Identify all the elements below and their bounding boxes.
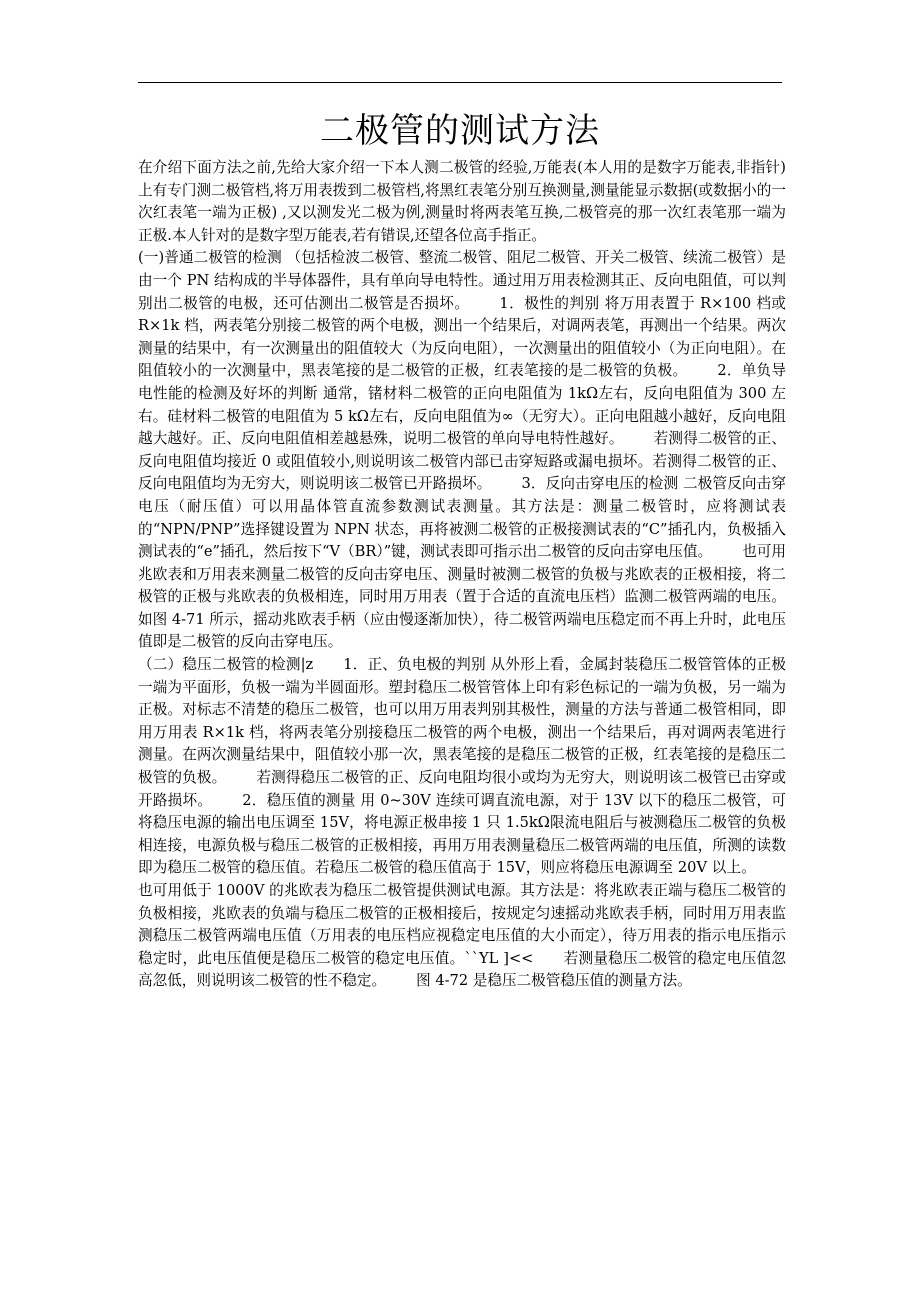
section-2-heading: （二）稳压二极管的检测|z [138,656,314,674]
section-1-polarity: 1．极性的判别 将万用表置于 R×100 档或 R×1k 档，两表笔分别接二极管的两个电极，测出一个结果后，对调两表笔，再测出一个结果。两次测量的结果中，有一次测量出的阻值较大（为反向电阻），一次测量出的阻值较小（为正向电阻）。在阻值较小的一次测量中，黑表笔接的是二极管的正极，红表笔接的是二极管的负极。 [138,294,786,380]
section-1-breakdown: 3．反向击穿电压的检测 二极管反向击穿电压（耐压值）可以用晶体管直流参数测试表测量。其方法是：测量二极管时，应将测试表的“NPN/PNP”选择键设置为 NPN 状态，再将被测二极管的正极接测试表的“C”插孔内，负极插入测试表的“e”插孔，然后按下“V（BR）”键，测试表即可指示出二极管的反向击穿电压值。 [138,475,786,561]
section-1-intro: (一)普通二极管的检测 （包括检波二极管、整流二极管、阻尼二极管、开关二极管、续流二极管）是由一个 PN 结构成的半导体器件，具有单向导电特性。通过用万用表检测其正、反向电阻值，可以判别出二极管的电极，还可估测出二极管是否损坏。 [138,249,786,312]
section-2-figure-ref: 图 4-72 是稳压二极管稳压值的测量方法。 [416,972,692,990]
page-title: 二极管的测试方法 [320,111,600,151]
section-2-voltage: 2．稳压值的测量 用 0~30V 连续可调直流电源，对于 13V 以下的稳压二极管，可将稳压电源的输出电压调至 15V，将电源正极串接 1 只 1.5kΩ限流电阻后与被测稳压二极管的负极相连接，电源负极与稳压二极管的正极相接，再用万用表测量稳压二极管两端的电压值，所测的读数即为稳压二极管的稳压值。若稳压二极管的稳压值高于 15V，则应将稳压电源调至 20V 以上。 [138,791,786,877]
section-1-damage: 若测得二极管的正、反向电阻值均接近 0 或阻值较小,则说明该二极管内部已击穿短路或漏电损坏。若测得二极管的正、反向电阻值均为无穷大，则说明该二极管已开路损坏。 [138,430,786,493]
section-2-unstable: 若测量稳压二极管的稳定电压值忽高忽低，则说明该二极管的性不稳定。 [138,949,786,990]
intro-paragraph [138,157,786,247]
document-body [138,157,786,993]
section-2-megohmmeter: 也可用低于 1000V 的兆欧表为稳压二极管提供测试电源。其方法是：将兆欧表正端与稳压二极管的负极相接，兆欧表的负端与稳压二极管的正极相接后，按规定匀速摇动兆欧表手柄，同时用万用表监测稳压二极管两端电压值（万用表的电压档应视稳定电压值的大小而定），待万用表的指示电压指示稳定时，此电压值便是稳压二极管的稳定电压值。``YL ]<< [138,882,786,967]
section-2-polarity: 1．正、负电极的判别 从外形上看，金属封装稳压二极管管体的正极一端为平面形，负极一端为半圆面形。塑封稳压二极管管体上印有彩色标记的一端为负极，另一端为正极。对标志不清楚的稳压二极管，也可以用万用表判别其极性，测量的方法与普通二极管相同，即用万用表 R×1k 档，将两表笔分别接稳压二极管的两个电极，测出一个结果后，再对调两表笔进行测量。在两次测量结果中，阻值较小那一次，黑表笔接的是稳压二极管的正极，红表笔接的是稳压二极管的负极。 [138,656,787,787]
header-rule [138,82,782,83]
section-1-conductivity: 2．单负导电性能的检测及好坏的判断 通常，锗材料二极管的正向电阻值为 1kΩ左右，反向电阻值为 300 左右。硅材料二极管的电阻值为 5 kΩ左右，反向电阻值为∞（无穷大）。正向电阻越小越好，反向电阻越大越好。正、反向电阻值相差越悬殊，说明二极管的单向导电特性越好。 [138,362,786,448]
section-2-damage: 若测得稳压二极管的正、反向电阻均很小或均为无穷大，则说明该二极管已击穿或开路损坏。 [138,769,786,809]
intro-text: 在介绍下面方法之前,先给大家介绍一下本人测二极管的经验,万能表(本人用的是数字万能表,非指针)上有专门测二极管档,将万用表拨到二极管档,将黑红表笔分别互换测量,测量能显示数据(或数据小的一次红表笔一端为正极) ,又以测发光二极为例,测量时将两表笔互换,二极管亮的那一次红表笔那一端为正极.本人针对的是数字型万能表,若有错误,还望各位高手指正。 [138,159,786,244]
section-1-megohmmeter: 也可用兆欧表和万用表来测量二极管的反向击穿电压、测量时被测二极管的负极与兆欧表的正极相接，将二极管的正极与兆欧表的负极相连，同时用万用表（置于合适的直流电压档）监测二极管两端的电压。如图 4-71 所示，摇动兆欧表手柄（应由慢逐渐加快），待二极管两端电压稳定而不再上升时，此电压值即是二极管的反向击穿电压。 [138,543,787,651]
section-zener-diode [138,654,786,993]
section-ordinary-diode [138,247,786,654]
